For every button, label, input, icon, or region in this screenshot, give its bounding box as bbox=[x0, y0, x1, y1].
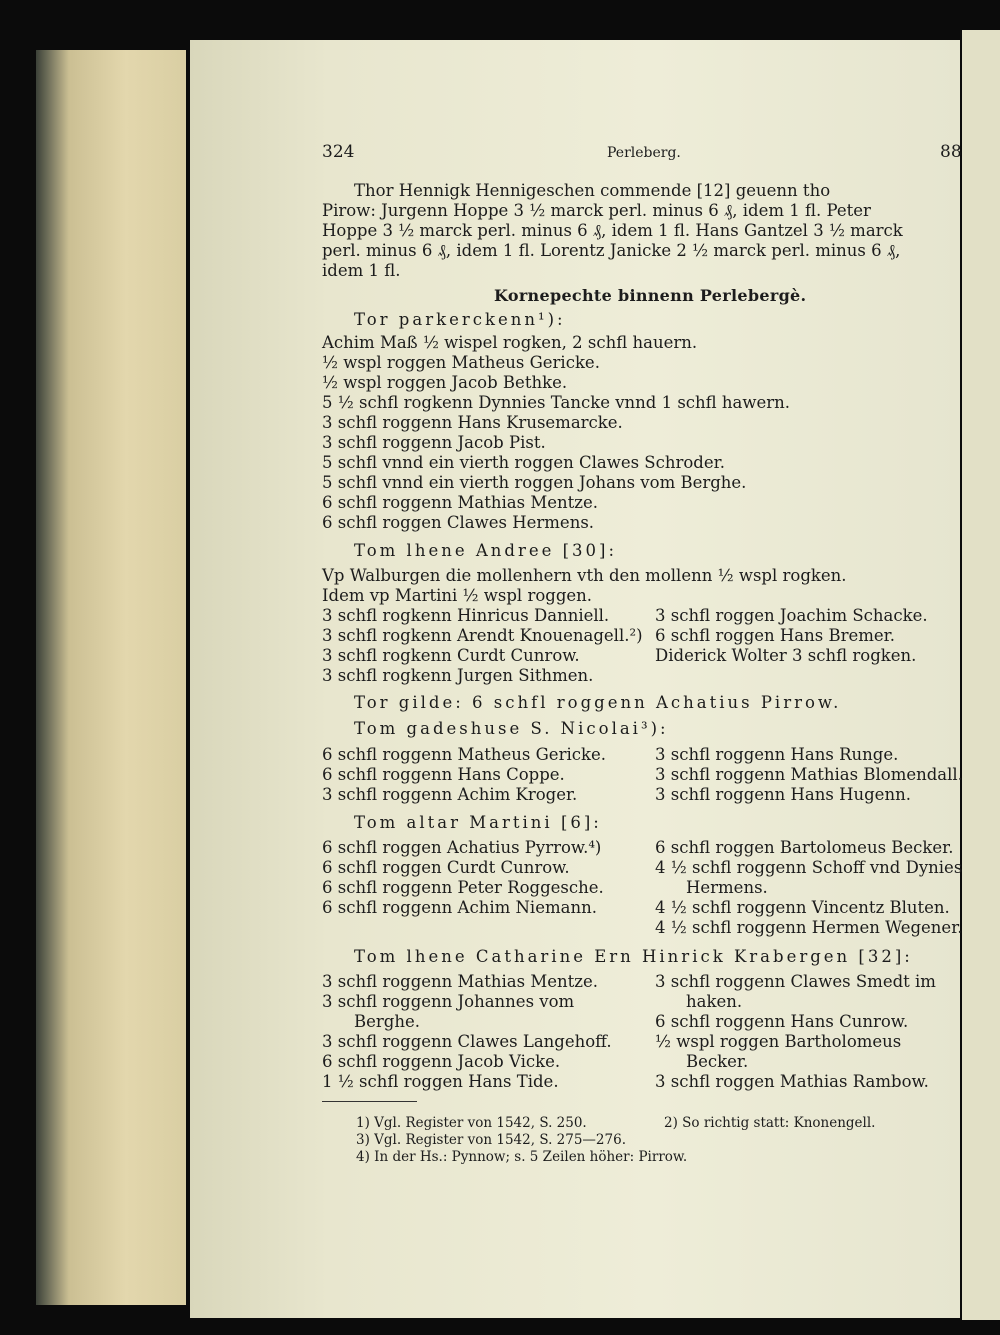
entry-right: haken. bbox=[686, 992, 743, 1011]
entry-line: 6 schfl roggen Clawes Hermens. bbox=[322, 513, 595, 532]
subsection-heading: Tom lhene Catharine Ern Hinrick Krabergen [32]: bbox=[354, 947, 913, 966]
entry-right: 6 schfl roggenn Hans Cunrow. bbox=[655, 1012, 909, 1031]
entry-right: 3 schfl roggen Joachim Schacke. bbox=[655, 606, 928, 625]
entry-left: 3 schfl roggenn Clawes Langehoff. bbox=[322, 1032, 612, 1051]
entry-left: 3 schfl roggenn Johannes vom bbox=[322, 992, 575, 1011]
book-page-edges bbox=[36, 50, 186, 1305]
entry-left: 6 schfl roggen Curdt Cunrow. bbox=[322, 858, 570, 877]
entry-right: Hermens. bbox=[686, 878, 768, 897]
entry-line: 3 schfl roggenn Hans Krusemarcke. bbox=[322, 413, 623, 432]
entry-right: 3 schfl roggenn Mathias Blomendall. bbox=[655, 765, 963, 784]
entry-right: Becker. bbox=[686, 1052, 749, 1071]
intro-line: Pirow: Jurgenn Hoppe 3 ½ marck perl. minus 6 ₰, idem 1 fl. Peter bbox=[322, 201, 871, 220]
entry-left: 3 schfl rogkenn Curdt Cunrow. bbox=[322, 646, 580, 665]
entry-line: 5 ½ schfl rogkenn Dynnies Tancke vnnd 1 schfl hawern. bbox=[322, 393, 791, 412]
entry-line: Achim Maß ½ wispel rogken, 2 schfl hauern. bbox=[322, 333, 698, 352]
entry-right: 3 schfl roggenn Clawes Smedt im bbox=[655, 972, 936, 991]
footnote-rule bbox=[322, 1101, 417, 1102]
entry-right: 6 schfl roggen Hans Bremer. bbox=[655, 626, 895, 645]
entry-left: 1 ½ schfl roggen Hans Tide. bbox=[322, 1072, 559, 1091]
footnote: 2) So richtig statt: Knonengell. bbox=[664, 1115, 876, 1131]
gilde-entry: Tor gilde: 6 schfl roggenn Achatius Pirrow. bbox=[354, 693, 842, 712]
entry-line: Vp Walburgen die mollenhern vth den mollenn ½ wspl rogken. bbox=[322, 566, 847, 585]
entry-right: 3 schfl roggen Mathias Rambow. bbox=[655, 1072, 929, 1091]
facing-page-strip bbox=[962, 30, 1000, 1320]
entry-line: ½ wspl roggen Matheus Gericke. bbox=[322, 353, 600, 372]
entry-right: 4 ½ schfl roggenn Schoff vnd Dynies bbox=[655, 858, 963, 877]
entry-left: 3 schfl roggenn Mathias Mentze. bbox=[322, 972, 598, 991]
entry-left: 6 schfl roggenn Hans Coppe. bbox=[322, 765, 565, 784]
entry-left: Berghe. bbox=[354, 1012, 420, 1031]
entry-line: 6 schfl roggenn Mathias Mentze. bbox=[322, 493, 598, 512]
entry-line: Idem vp Martini ½ wspl roggen. bbox=[322, 586, 593, 605]
entry-left: 3 schfl rogkenn Arendt Knouenagell.²) bbox=[322, 626, 643, 645]
intro-line: idem 1 fl. bbox=[322, 261, 401, 280]
entry-right: 3 schfl roggenn Hans Runge. bbox=[655, 745, 899, 764]
page-number: 324 bbox=[322, 142, 355, 162]
entry-left: 6 schfl roggenn Peter Roggesche. bbox=[322, 878, 604, 897]
folio-number: 88 bbox=[940, 142, 962, 162]
entry-right: Diderick Wolter 3 schfl rogken. bbox=[655, 646, 917, 665]
entry-line: 3 schfl roggenn Jacob Pist. bbox=[322, 433, 546, 452]
intro-line: Hoppe 3 ½ marck perl. minus 6 ₰, idem 1 fl. Hans Gantzel 3 ½ marck bbox=[322, 221, 903, 240]
section-heading: Kornepechte binnenn Perlebergè. bbox=[494, 286, 807, 305]
entry-left: 3 schfl roggenn Achim Kroger. bbox=[322, 785, 578, 804]
entry-line: 5 schfl vnnd ein vierth roggen Johans vom Berghe. bbox=[322, 473, 747, 492]
entry-left: 6 schfl roggenn Jacob Vicke. bbox=[322, 1052, 561, 1071]
footnote: 3) Vgl. Register von 1542, S. 275—276. bbox=[356, 1132, 626, 1148]
entry-right: 4 ½ schfl roggenn Vincentz Bluten. bbox=[655, 898, 950, 917]
entry-left: 6 schfl roggenn Matheus Gericke. bbox=[322, 745, 606, 764]
entry-left: 6 schfl roggenn Achim Niemann. bbox=[322, 898, 597, 917]
intro-line: Thor Hennigk Hennigeschen commende [12] geuenn tho bbox=[354, 181, 831, 200]
entry-right: 4 ½ schfl roggenn Hermen Wegener. bbox=[655, 918, 963, 937]
running-title: Perleberg. bbox=[607, 145, 681, 161]
entry-line: ½ wspl roggen Jacob Bethke. bbox=[322, 373, 568, 392]
entry-left: 6 schfl roggen Achatius Pyrrow.⁴) bbox=[322, 838, 602, 857]
entry-line: 5 schfl vnnd ein vierth roggen Clawes Schroder. bbox=[322, 453, 725, 472]
entry-right: ½ wspl roggen Bartholomeus bbox=[655, 1032, 902, 1051]
subsection-heading: Tor parkerckenn¹): bbox=[354, 310, 566, 329]
entry-left: 3 schfl rogkenn Hinricus Danniell. bbox=[322, 606, 610, 625]
intro-line: perl. minus 6 ₰, idem 1 fl. Lorentz Janicke 2 ½ marck perl. minus 6 ₰, bbox=[322, 241, 901, 260]
subsection-heading: Tom lhene Andree [30]: bbox=[354, 541, 618, 560]
footnote: 4) In der Hs.: Pynnow; s. 5 Zeilen höher: Pirrow. bbox=[356, 1149, 688, 1165]
footnote: 1) Vgl. Register von 1542, S. 250. bbox=[356, 1115, 587, 1131]
entry-right: 6 schfl roggen Bartolomeus Becker. bbox=[655, 838, 954, 857]
entry-right: 3 schfl roggenn Hans Hugenn. bbox=[655, 785, 911, 804]
entry-left: 3 schfl rogkenn Jurgen Sithmen. bbox=[322, 666, 594, 685]
subsection-heading: Tom gadeshuse S. Nicolai³): bbox=[354, 719, 669, 738]
subsection-heading: Tom altar Martini [6]: bbox=[354, 813, 602, 832]
